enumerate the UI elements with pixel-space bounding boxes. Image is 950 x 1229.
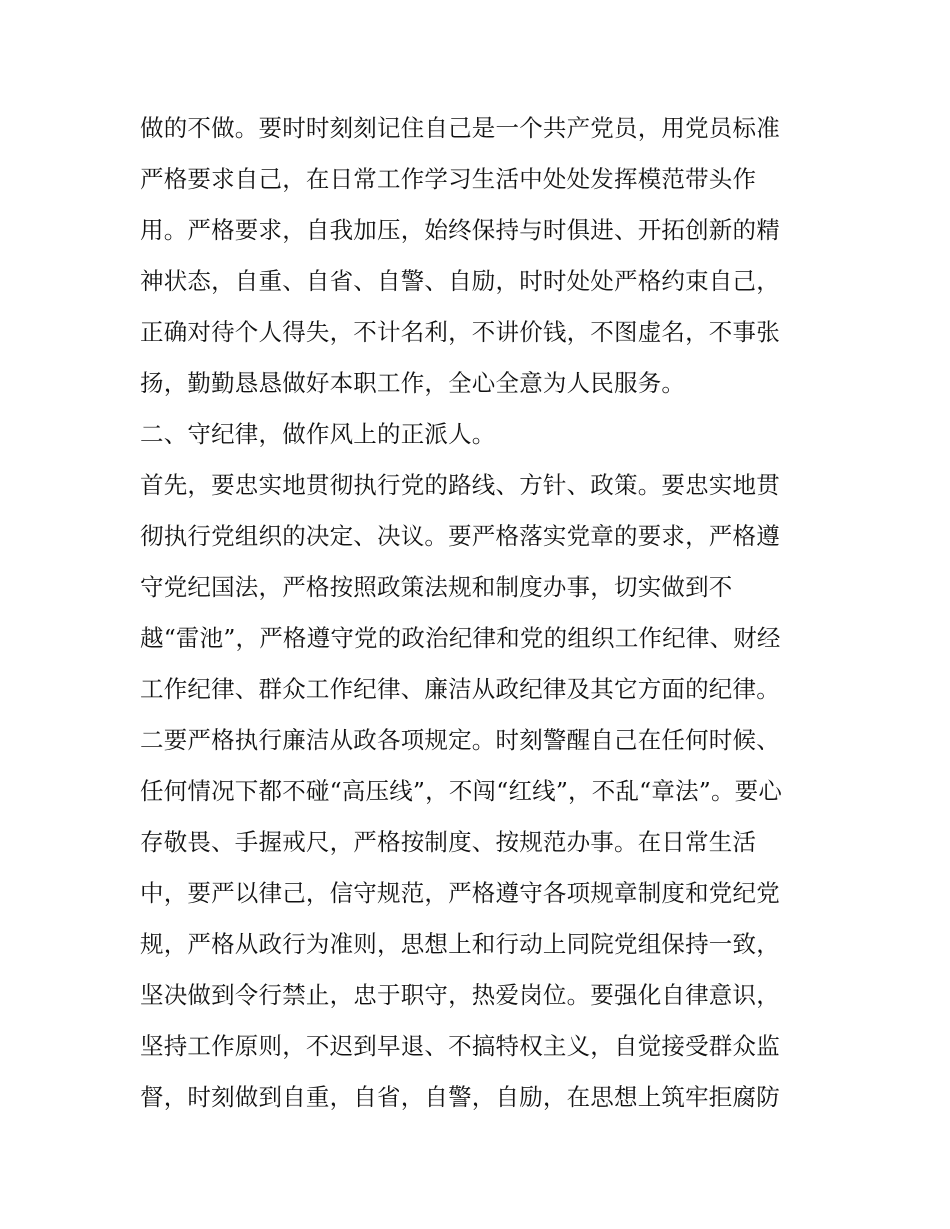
text-line: 督，时刻做到自重，自省，自警，自励，在思想上筑牢拒腐防	[140, 1083, 780, 1111]
body-text	[140, 103, 820, 1123]
text-line: 任何情况下都不碰“高压线”，不闯“红线”，不乱“章法”。要心	[140, 777, 783, 805]
text-line: 彻执行党组织的决定、决议。要严格落实党章的要求，严格遵	[140, 522, 780, 550]
text-line: 中，要严以律己，信守规范，严格遵守各项规章制度和党纪党	[140, 879, 780, 907]
section-heading: 二、守纪律，做作风上的正派人。	[140, 420, 496, 448]
text-line: 规，严格从政行为准则，思想上和行动上同院党组保持一致，	[140, 930, 780, 958]
text-line: 首先，要忠实地贯彻执行党的路线、方针、政策。要忠实地贯	[140, 471, 780, 499]
text-line: 做的不做。要时时刻刻记住自己是一个共产党员，用党员标准	[140, 114, 780, 142]
text-line: 工作纪律、群众工作纪律、廉洁从政纪律及其它方面的纪律。	[140, 675, 780, 703]
text-line: 正确对待个人得失，不计名利，不讲价钱，不图虚名，不事张	[140, 318, 780, 346]
text-line: 神状态，自重、自省、自警、自励，时时处处严格约束自己，	[140, 267, 780, 295]
text-line: 坚决做到令行禁止，忠于职守，热爱岗位。要强化自律意识，	[140, 981, 780, 1009]
text-line: 守党纪国法，严格按照政策法规和制度办事，切实做到不	[140, 573, 733, 601]
text-line: 严格要求自己，在日常工作学习生活中处处发挥模范带头作	[140, 165, 757, 193]
text-line: 二要严格执行廉洁从政各项规定。时刻警醒自己在任何时候、	[140, 726, 780, 754]
text-line: 存敬畏、手握戒尺，严格按制度、按规范办事。在日常生活	[140, 828, 757, 856]
text-line: 越“雷池”，严格遵守党的政治纪律和党的组织工作纪律、财经	[140, 624, 781, 652]
text-line: 扬，勤勤恳恳做好本职工作，全心全意为人民服务。	[140, 369, 686, 397]
text-line: 用。严格要求，自我加压，始终保持与时俱进、开拓创新的精	[140, 216, 780, 244]
text-line: 坚持工作原则，不迟到早退、不搞特权主义，自觉接受群众监	[140, 1032, 780, 1060]
